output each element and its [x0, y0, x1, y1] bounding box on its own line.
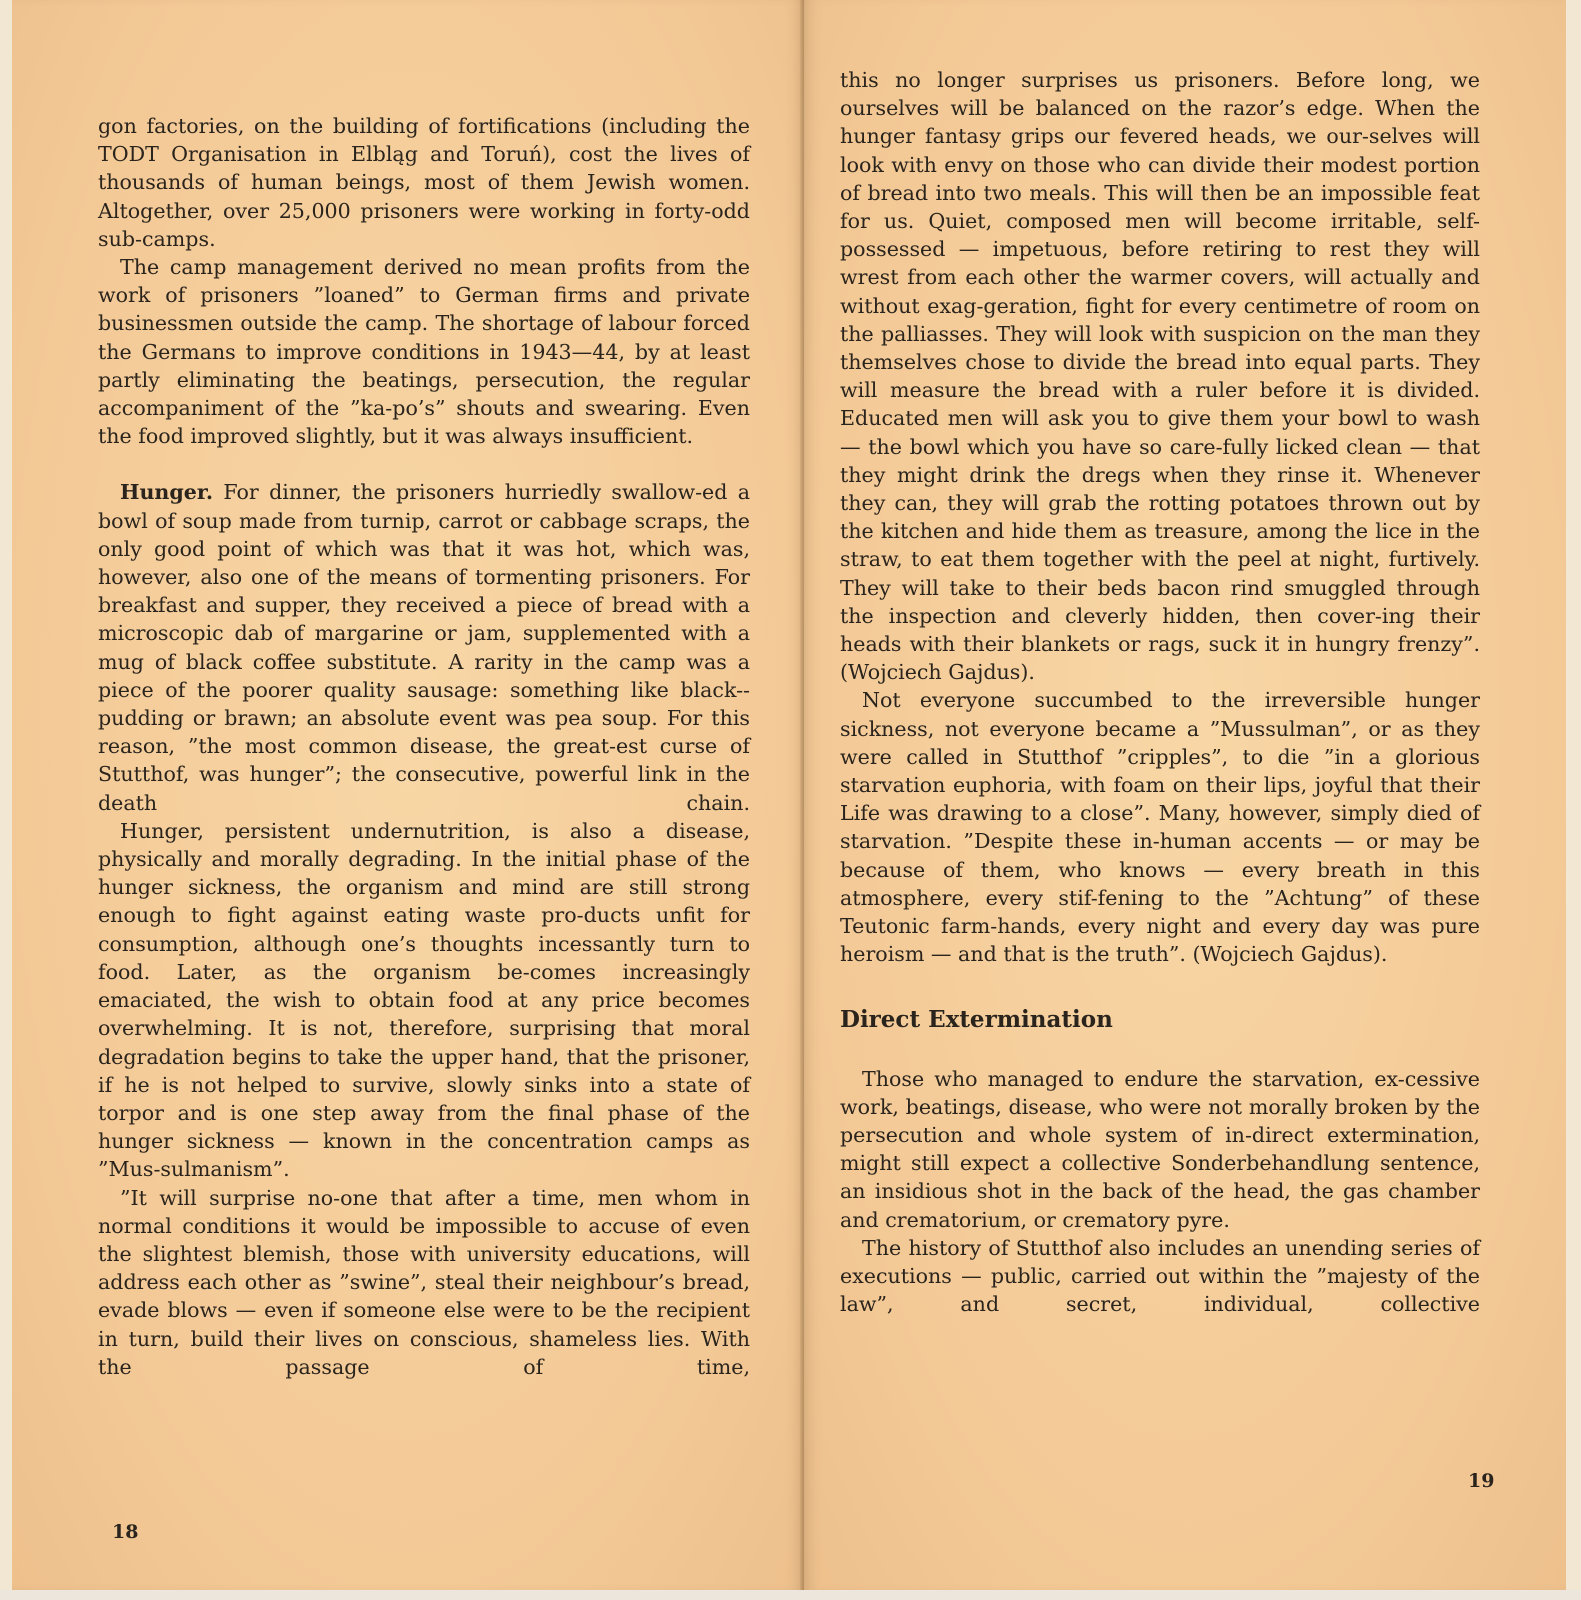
paragraph: The camp management derived no mean profits from the work of prisoners ”loaned” to German firms and private businessmen outside the camp. The shortage of labour forced the Germans to improve conditions in 1943—44, by at least partly eliminating the beatings, persecution, the regular accompaniment of the ”ka-po’s” shouts and swearing. Even the food improved slightly, but it was always insufficient.	[98, 255, 750, 449]
page-number: 19	[1468, 1470, 1495, 1492]
paragraph: The history of Stutthof also includes an unending series of executions — public, carried out within the ”majesty of the law”, and secret, individual, collective	[840, 1235, 1480, 1317]
paragraph: Not everyone succumbed to the irreversible hunger sickness, not everyone became a ”Mussulman”, or as they were called in Stutthof ”cripples”, to die ”in a glorious starvation euphoria, with foam on their lips, joyful that their Life was drawing to a close”. Many, however, simply died of starvation. ”Despite these in-human accents — or may be because of them, who knows — every breath in this atmosphere, every stif-fening to the ”Achtung” of these Teutonic farm-hands, every night and every day was pure heroism — and that is the truth”. (Wojciech Gajdus).	[840, 688, 1480, 967]
paragraph: ”It will surprise no-one that after a time, men whom in normal conditions it would be impossible to accuse of even the slightest blemish, those with university educations, will address each other as ”swine”, steal their neighbour’s bread, evade blows — even if someone else were to be the recipient in turn, build their lives on conscious, shameless lies. With the passage of time,	[98, 1185, 750, 1379]
paragraph: Hunger, persistent undernutrition, is also a disease, physically and morally degrading. In the initial phase of the hunger sickness, the organism and mind are still strong enough to fight against eating waste pro-ducts unfit for consumption, although one’s thoughts incessantly turn to food. Later, as the organism be-comes increasingly emaciated, the wish to obtain food at any price becomes overwhelming. It is not, therefore, surprising that moral degradation begins to take the upper hand, that the prisoner, if he is not helped to survive, slowly sinks into a state of torpor and is one step away from the final phase of the hunger sickness — known in the concentration camps as ”Mus-sulmanism”.	[98, 818, 750, 1182]
paragraph: gon factories, on the building of fortifications (including the TODT Organisation in Elbląg and Toruń), cost the lives of thousands of human beings, most of them Jewish women. Altogether, over 25,000 prisoners were working in forty-odd sub-camps.	[98, 114, 750, 251]
scan-border	[0, 1590, 1581, 1600]
left-page	[12, 0, 804, 1590]
left-text-column	[98, 112, 750, 1381]
paragraph: For dinner, the prisoners hurriedly swallow-ed a bowl of soup made from turnip, carrot or cabbage scraps, the only good point of which was that it was hot, which was, however, also one of the means of tormenting prisoners. For breakfast and supper, they received a piece of bread with a microscopic dab of margarine or jam, supplemented with a mug of black coffee substitute. A rarity in the camp was a piece of the poorer quality sausage: something like black--pudding or brawn; an absolute event was pea soup. For this reason, ”the most common disease, the great-est curse of Stutthof, was hunger”; the consecutive, powerful link in the death chain.	[98, 480, 751, 815]
section-heading: Direct Extermination	[840, 1005, 1113, 1033]
paragraph: this no longer surprises us prisoners. Before long, we ourselves will be balanced on the razor’s edge. When the hunger fantasy grips our fevered heads, we our-selves will look with envy on those who can divide their modest portion of bread into two meals. This will then be an impossible feat for us. Quiet, composed men will become irritable, self-possessed — impetuous, before retiring to rest they will wrest from each other the warmer covers, will actually and without exag-geration, fight for every centimetre of room on the palliasses. They will look with suspicion on the man they themselves chose to divide the bread into equal parts. They will measure the bread with a ruler before it is divided. Educated men will ask you to give them your bowl to wash — the bowl which you have so care-fully licked clean — that they might drink the dregs when they rinse it. Whenever they can, they will grab the rotting potatoes thrown out by the kitchen and hide them as treasure, among the lice in the straw, to eat them together with the peel at night, furtively. They will take to their beds bacon rind smuggled through the inspection and cleverly hidden, then cover-ing their heads with their blankets or rags, suck it in hungry frenzy”. (Wojciech Gajdus).	[840, 68, 1480, 685]
right-page	[804, 0, 1566, 1590]
page-number: 18	[112, 1521, 139, 1543]
right-text-column	[840, 66, 1480, 1318]
section-lead: Hunger.	[120, 480, 214, 505]
paragraph: Those who managed to endure the starvation, ex-cessive work, beatings, disease, who were not morally broken by the persecution and whole system of in-direct extermination, might still expect a collective Sonderbehandlung sentence, an insidious shot in the back of the head, the gas chamber and crematorium, or crematory pyre.	[840, 1066, 1480, 1232]
